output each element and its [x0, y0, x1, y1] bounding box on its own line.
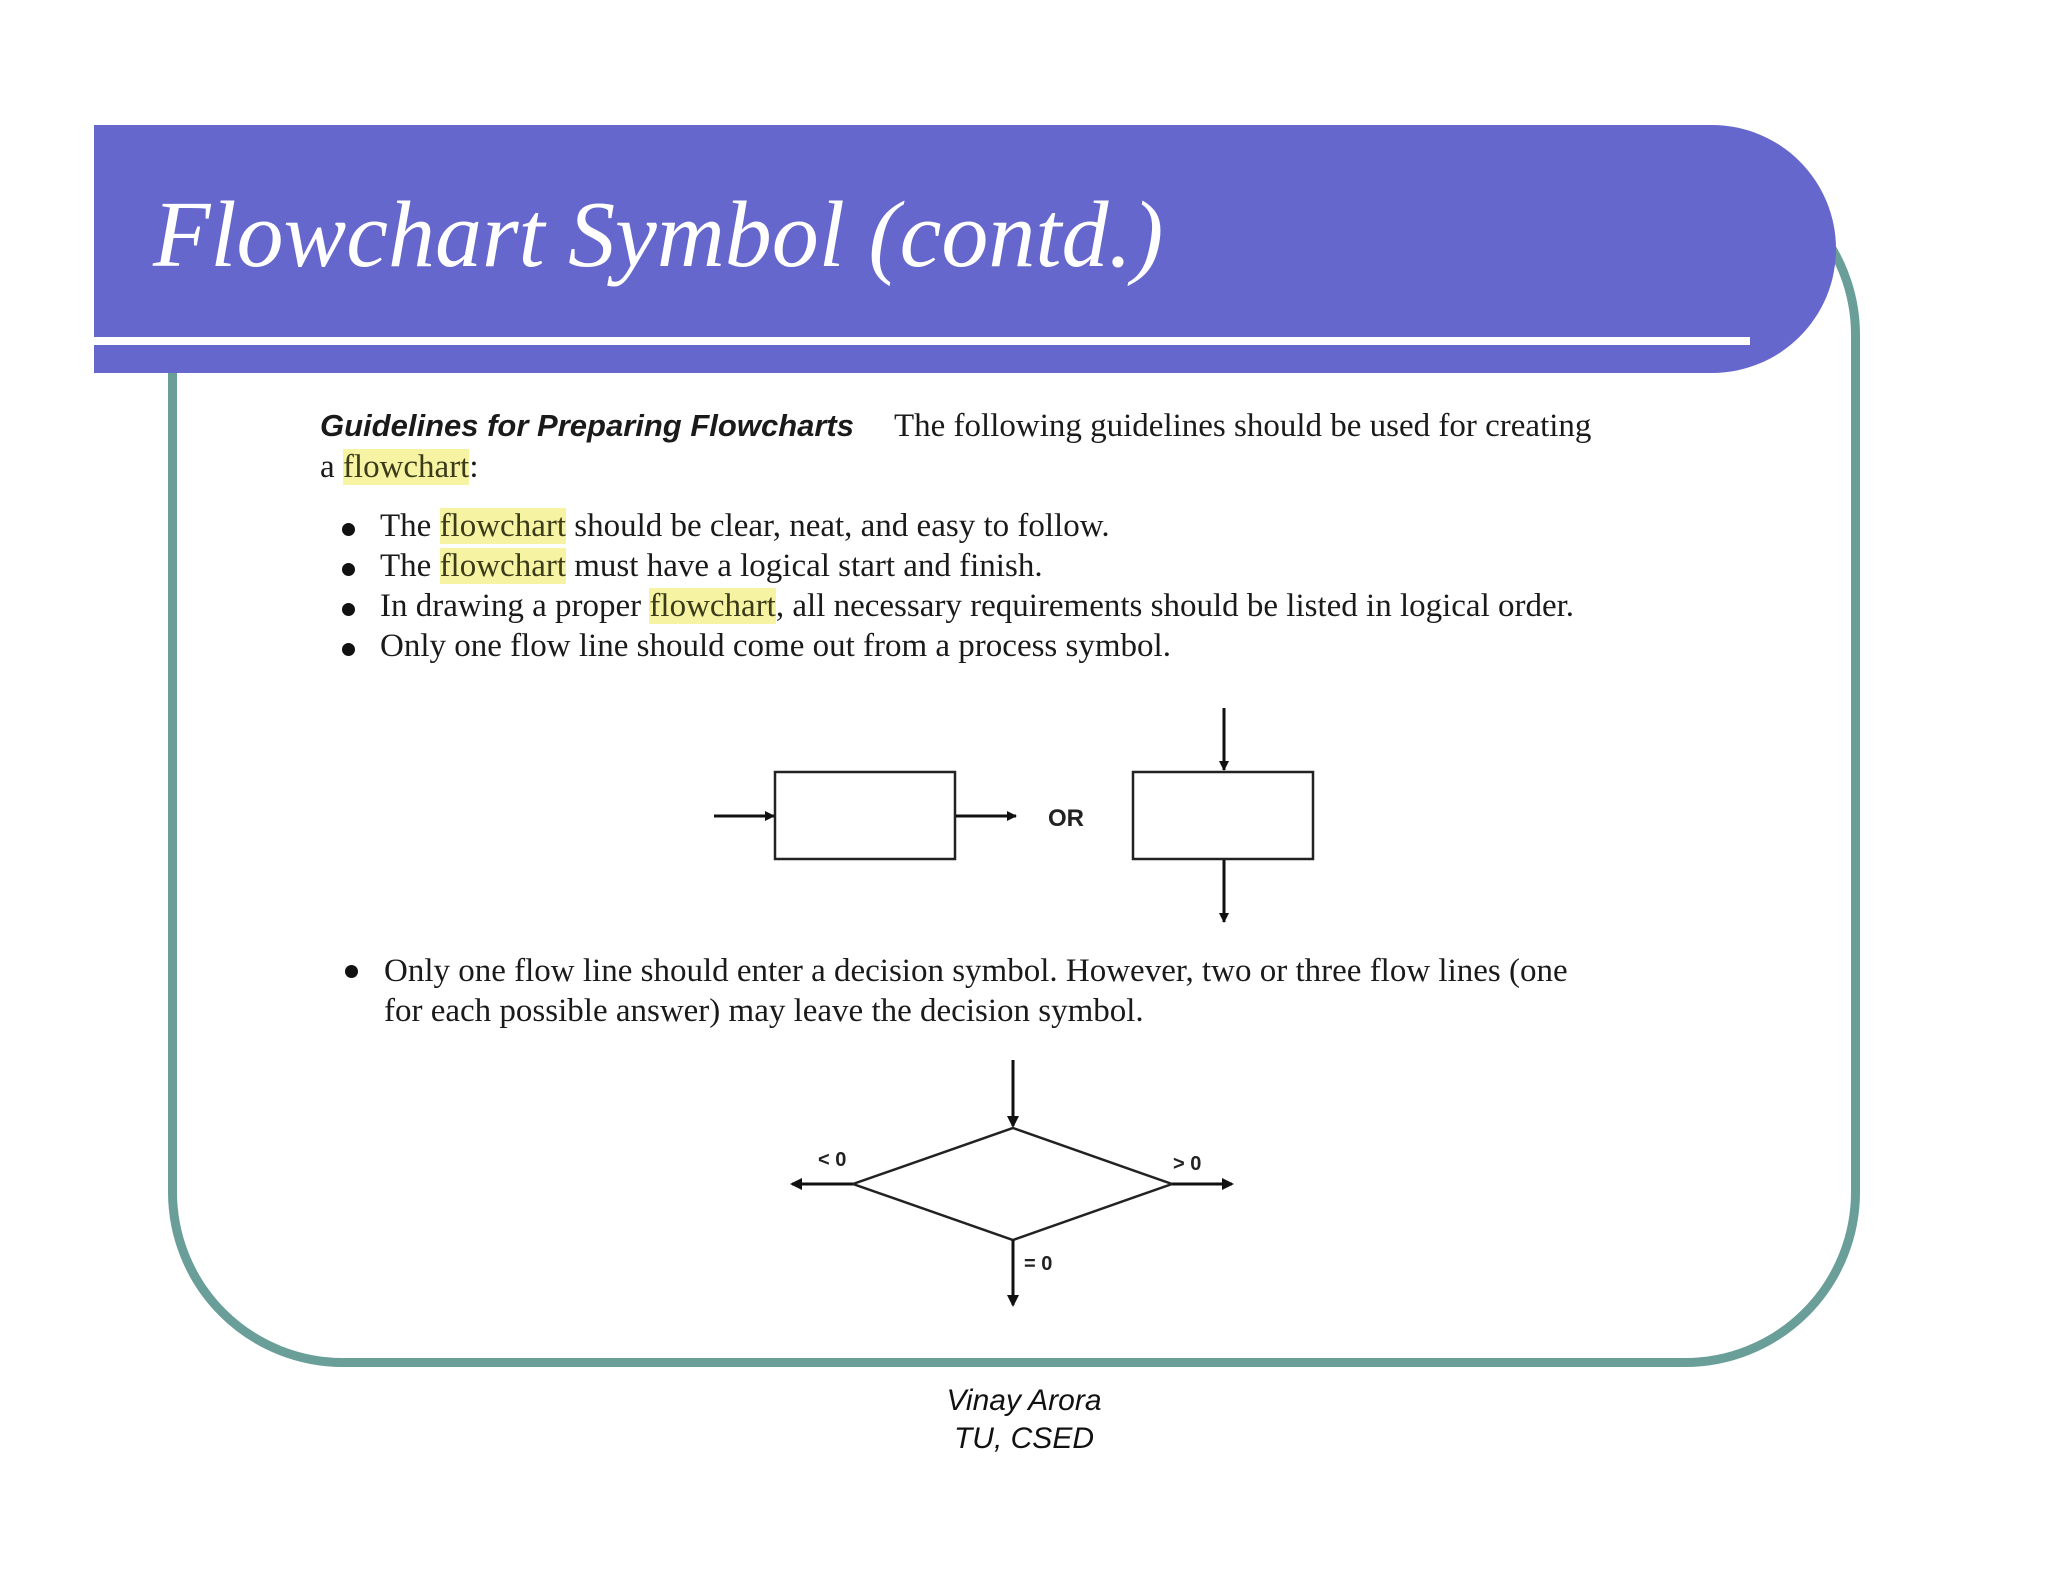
- greater-than-label: > 0: [1173, 1153, 1202, 1175]
- bullet-text: must have a logical start and finish.: [566, 548, 1043, 584]
- highlighted-term: flowchart: [342, 449, 470, 485]
- bullet-text: The: [380, 508, 440, 544]
- highlighted-term: flowchart: [439, 548, 567, 584]
- decision-diamond: [853, 1128, 1172, 1240]
- bullet-item-5-line1: Only one flow line should enter a decision symbol. However, two or three flow lines (one: [384, 953, 1568, 989]
- equal-label: = 0: [1024, 1253, 1053, 1275]
- intro-text: :: [469, 449, 479, 485]
- guidelines-intro: The following guidelines should be used for creating: [894, 408, 1592, 444]
- less-than-label: < 0: [818, 1149, 847, 1171]
- footer-affiliation: TU, CSED: [953, 1422, 1094, 1455]
- footer-author: Vinay Arora: [946, 1384, 1102, 1417]
- bullet-item-5-line2: for each possible answer) may leave the decision symbol.: [384, 993, 1144, 1029]
- bullet-text: Only one flow line should come out from a process symbol.: [380, 628, 1171, 664]
- highlighted-term: flowchart: [439, 508, 567, 544]
- guidelines-heading: Guidelines for Preparing Flowcharts: [320, 408, 854, 443]
- highlighted-term: flowchart: [649, 588, 776, 624]
- slide-footer: [0, 1382, 2048, 1458]
- or-label: OR: [1048, 805, 1084, 832]
- bullet-text: In drawing a proper: [380, 588, 650, 624]
- bullet-text: , all necessary requirements should be listed in logical order.: [775, 588, 1575, 624]
- slide-title: Flowchart Symbol (contd.): [153, 183, 1164, 287]
- bullet-text: should be clear, neat, and easy to follow.: [566, 508, 1110, 544]
- bullet-text: The: [380, 548, 440, 584]
- intro-text: a: [320, 449, 343, 485]
